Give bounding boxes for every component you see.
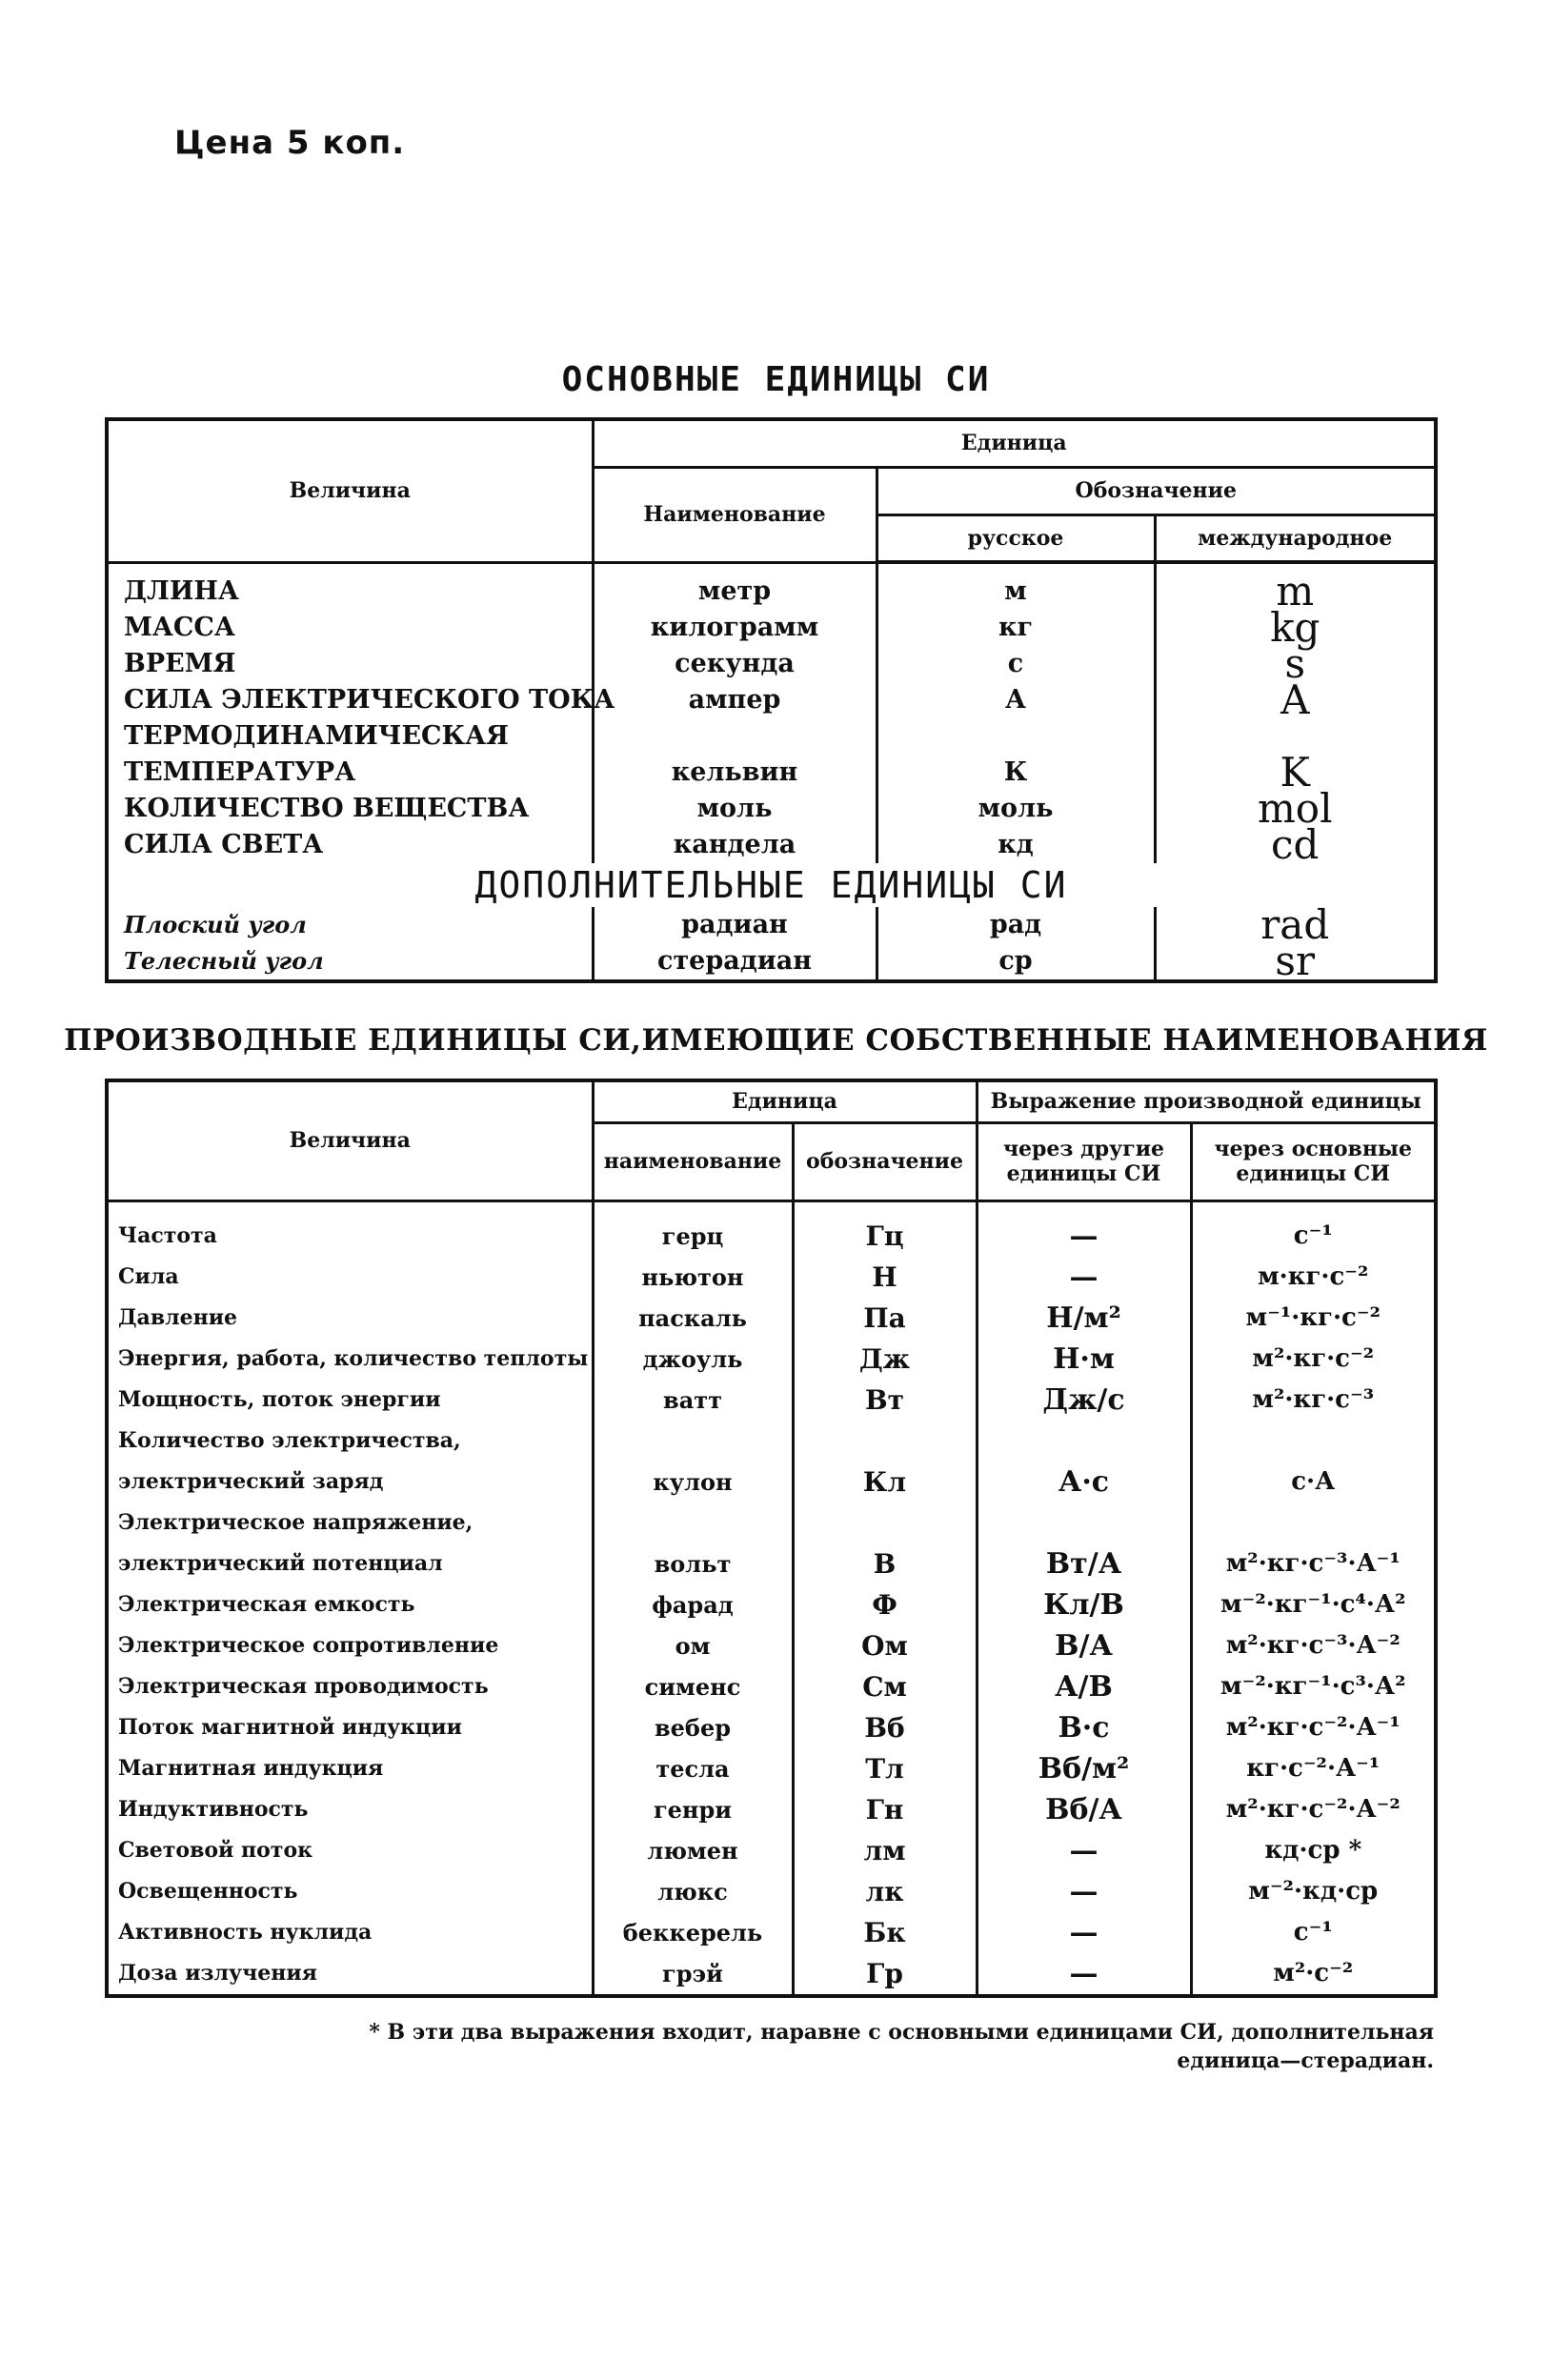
via-other-units-cell: А·с xyxy=(977,1462,1191,1503)
unit-name-cell: ньютон xyxy=(593,1257,793,1298)
via-base-units-cell: м²·кг·с⁻² xyxy=(1252,1343,1375,1373)
derived-title: ПРОИЗВОДНЫЕ ЕДИНИЦЫ СИ,ИМЕЮЩИЕ СОБСТВЕННЫЕ НАИМЕНОВАНИЯ xyxy=(64,1023,1488,1058)
unit-symbol-cell: Кл xyxy=(793,1462,977,1503)
footnote-line-1: * В эти два выражения входит, наравне с основными единицами СИ, дополнительная xyxy=(369,2020,1434,2045)
via-base-units-cell: м⁻¹·кг·с⁻² xyxy=(1245,1302,1381,1332)
quantity-cell: Поток магнитной индукции xyxy=(107,1707,593,1748)
via-other-units-cell: — xyxy=(977,1830,1191,1871)
table-row xyxy=(107,1707,1436,1748)
via-base-units-cell: м²·кг·с⁻²·А⁻² xyxy=(1225,1794,1401,1824)
via-base-units-cell: м²·кг·с⁻³·А⁻² xyxy=(1225,1630,1401,1660)
table-row xyxy=(107,1503,1436,1543)
russian-symbol-cell: с xyxy=(877,646,1155,682)
price-label: Цена 5 коп. xyxy=(174,124,406,162)
quantity-cell: Электрическая емкость xyxy=(107,1584,593,1625)
unit-name-cell: ампер xyxy=(593,682,877,718)
unit-name-cell: вебер xyxy=(593,1707,793,1748)
table-row xyxy=(107,1200,1436,1257)
table-row xyxy=(107,646,1436,682)
table-row xyxy=(107,562,1436,610)
via-other-units-cell: Н/м² xyxy=(977,1298,1191,1339)
international-symbol-cell: rad xyxy=(1260,901,1330,948)
unit-name-cell: грэй xyxy=(593,1953,793,1996)
quantity-cell: Давление xyxy=(107,1298,593,1339)
international-symbol-cell: A xyxy=(1280,676,1310,723)
via-other-units-cell: Кл/В xyxy=(977,1584,1191,1625)
via-base-units-cell: кг·с⁻²·А⁻¹ xyxy=(1246,1753,1381,1783)
quantity-cell: Плоский угол xyxy=(107,907,593,943)
via-other-units-cell: — xyxy=(977,1953,1191,1996)
unit-name-cell: моль xyxy=(593,791,877,827)
via-other-units-cell xyxy=(977,1421,1191,1462)
unit-name-cell: кулон xyxy=(593,1462,793,1503)
header-unit: Единица xyxy=(593,1080,977,1122)
quantity-cell: Электрическое напряжение, xyxy=(107,1503,593,1543)
quantity-cell: Магнитная индукция xyxy=(107,1748,593,1789)
table-row xyxy=(107,610,1436,646)
unit-name-cell: паскаль xyxy=(593,1298,793,1339)
international-symbol-cell: m xyxy=(1276,568,1315,615)
via-base-units-cell xyxy=(1191,1421,1436,1462)
unit-name-cell: метр xyxy=(593,562,877,610)
table-row xyxy=(107,1625,1436,1666)
unit-symbol-cell: Тл xyxy=(793,1748,977,1789)
unit-symbol-cell: Ф xyxy=(793,1584,977,1625)
header-international: международное xyxy=(1155,514,1436,562)
quantity-cell: СИЛА ЭЛЕКТРИЧЕСКОГО ТОКА xyxy=(107,682,593,718)
header-quantity: Величина xyxy=(107,1080,593,1200)
unit-name-cell: кандела xyxy=(593,827,877,863)
unit-name-cell: вольт xyxy=(593,1543,793,1584)
quantity-cell: электрический потенциал xyxy=(107,1543,593,1584)
table-row xyxy=(107,682,1436,718)
header-symbol: обозначение xyxy=(793,1122,977,1200)
base-units-table xyxy=(105,417,1438,983)
russian-symbol-cell xyxy=(877,718,1155,755)
quantity-cell: ТЕМПЕРАТУРА xyxy=(107,755,593,791)
quantity-cell: Энергия, работа, количество теплоты xyxy=(107,1339,593,1380)
quantity-cell: ТЕРМОДИНАМИЧЕСКАЯ xyxy=(107,718,593,755)
via-other-units-cell: В·с xyxy=(977,1707,1191,1748)
unit-symbol-cell: лк xyxy=(793,1871,977,1912)
quantity-cell: Сила xyxy=(107,1257,593,1298)
unit-symbol-cell: См xyxy=(793,1666,977,1707)
header-expression: Выражение производной единицы xyxy=(977,1080,1436,1122)
unit-name-cell: джоуль xyxy=(593,1339,793,1380)
via-base-units-cell: с·А xyxy=(1291,1466,1336,1496)
unit-name-cell: ом xyxy=(593,1625,793,1666)
russian-symbol-cell: А xyxy=(877,682,1155,718)
via-base-units-cell: м²·кг·с⁻³·А⁻¹ xyxy=(1225,1548,1401,1578)
table-row xyxy=(107,1584,1436,1625)
unit-name-cell: фарад xyxy=(593,1584,793,1625)
table-row xyxy=(107,1789,1436,1830)
table-row xyxy=(107,827,1436,863)
quantity-cell: электрический заряд xyxy=(107,1462,593,1503)
main-title: ОСНОВНЫЕ ЕДИНИЦЫ СИ xyxy=(561,360,991,399)
international-symbol-cell: mol xyxy=(1257,785,1333,832)
via-other-units-cell: Вб/м² xyxy=(977,1748,1191,1789)
table-row xyxy=(107,755,1436,791)
table-row xyxy=(107,1339,1436,1380)
russian-symbol-cell: К xyxy=(877,755,1155,791)
unit-name-cell: люкс xyxy=(593,1871,793,1912)
footnote-line-2: единица—стерадиан. xyxy=(1177,2048,1434,2073)
via-other-units-cell: — xyxy=(977,1912,1191,1953)
unit-name-cell: секунда xyxy=(593,646,877,682)
footnote xyxy=(369,2018,1434,2075)
via-base-units-cell: кд·ср * xyxy=(1264,1835,1362,1865)
unit-name-cell: стерадиан xyxy=(593,943,877,981)
unit-name-cell: кельвин xyxy=(593,755,877,791)
quantity-cell: ВРЕМЯ xyxy=(107,646,593,682)
via-other-units-cell: А/В xyxy=(977,1666,1191,1707)
table-row xyxy=(107,1298,1436,1339)
via-base-units-cell: м⁻²·кг⁻¹·с⁴·А² xyxy=(1220,1589,1406,1619)
unit-symbol-cell: Вт xyxy=(793,1380,977,1421)
international-symbol-cell: kg xyxy=(1270,604,1320,651)
russian-symbol-cell: кд xyxy=(877,827,1155,863)
table-row xyxy=(107,1543,1436,1584)
via-other-units-cell: — xyxy=(977,1257,1191,1298)
via-base-units-cell: м·кг·с⁻² xyxy=(1258,1261,1369,1291)
table-row xyxy=(107,1871,1436,1912)
unit-symbol-cell xyxy=(793,1421,977,1462)
quantity-cell: Электрическое сопротивление xyxy=(107,1625,593,1666)
russian-symbol-cell: моль xyxy=(877,791,1155,827)
table-row xyxy=(107,1748,1436,1789)
unit-symbol-cell: Вб xyxy=(793,1707,977,1748)
via-base-units-cell: м²·кг·с⁻³ xyxy=(1252,1384,1375,1414)
unit-name-cell xyxy=(593,1421,793,1462)
unit-name-cell: беккерель xyxy=(593,1912,793,1953)
quantity-cell: ДЛИНА xyxy=(107,562,593,610)
via-other-units-cell xyxy=(977,1503,1191,1543)
international-symbol-cell: cd xyxy=(1271,821,1320,868)
unit-symbol-cell: Гц xyxy=(793,1200,977,1257)
unit-name-cell xyxy=(593,718,877,755)
additional-units-title: ДОПОЛНИТЕЛЬНЫЕ ЕДИНИЦЫ СИ xyxy=(474,864,1068,906)
quantity-cell: МАССА xyxy=(107,610,593,646)
unit-symbol-cell: Гн xyxy=(793,1789,977,1830)
unit-name-cell: люмен xyxy=(593,1830,793,1871)
derived-units-table xyxy=(105,1079,1438,1998)
table-row xyxy=(107,1830,1436,1871)
unit-name-cell: герц xyxy=(593,1200,793,1257)
russian-symbol-cell: рад xyxy=(877,907,1155,943)
table-row xyxy=(107,1421,1436,1462)
unit-symbol-cell: Ом xyxy=(793,1625,977,1666)
quantity-cell: Освещенность xyxy=(107,1871,593,1912)
quantity-cell: Активность нуклида xyxy=(107,1912,593,1953)
table-row xyxy=(107,1257,1436,1298)
quantity-cell: Световой поток xyxy=(107,1830,593,1871)
international-symbol-cell: s xyxy=(1284,640,1306,687)
via-other-units-cell: Н·м xyxy=(977,1339,1191,1380)
via-base-units-cell xyxy=(1191,1503,1436,1543)
quantity-cell: Электрическая проводимость xyxy=(107,1666,593,1707)
header-name: Наименование xyxy=(593,467,877,562)
table-row xyxy=(107,1462,1436,1503)
via-other-units-cell: Вт/А xyxy=(977,1543,1191,1584)
via-base-units-cell: м⁻²·кд·ср xyxy=(1248,1876,1379,1906)
unit-name-cell: ватт xyxy=(593,1380,793,1421)
header-russian: русское xyxy=(877,514,1155,562)
header-name: наименование xyxy=(593,1122,793,1200)
via-other-units-cell: В/А xyxy=(977,1625,1191,1666)
table-row xyxy=(107,1666,1436,1707)
russian-symbol-cell: м xyxy=(877,562,1155,610)
russian-symbol-cell: кг xyxy=(877,610,1155,646)
quantity-cell: Индуктивность xyxy=(107,1789,593,1830)
table-row xyxy=(107,718,1436,755)
via-other-units-cell: Дж/с xyxy=(977,1380,1191,1421)
unit-name-cell: тесла xyxy=(593,1748,793,1789)
unit-symbol-cell: Дж xyxy=(793,1339,977,1380)
unit-name-cell: радиан xyxy=(593,907,877,943)
via-other-units-cell: Вб/А xyxy=(977,1789,1191,1830)
quantity-cell: Телесный угол xyxy=(107,943,593,981)
international-symbol-cell: K xyxy=(1280,749,1310,796)
unit-symbol-cell: Н xyxy=(793,1257,977,1298)
unit-symbol-cell: Бк xyxy=(793,1912,977,1953)
table-row xyxy=(107,1380,1436,1421)
via-base-units-cell: м⁻²·кг⁻¹·с³·А² xyxy=(1220,1671,1406,1701)
unit-name-cell: генри xyxy=(593,1789,793,1830)
russian-symbol-cell: ср xyxy=(877,943,1155,981)
unit-name-cell: килограмм xyxy=(593,610,877,646)
unit-symbol-cell xyxy=(793,1503,977,1543)
header-symbol: Обозначение xyxy=(877,467,1436,514)
header-via-other: через другие единицы СИ xyxy=(977,1122,1191,1200)
table-row xyxy=(107,1912,1436,1953)
via-base-units-cell: с⁻¹ xyxy=(1293,1917,1333,1946)
header-unit: Единица xyxy=(593,419,1436,467)
quantity-cell: Мощность, поток энергии xyxy=(107,1380,593,1421)
additional-units-title-row xyxy=(107,863,1436,907)
table-row xyxy=(107,943,1436,981)
quantity-cell: Количество электричества, xyxy=(107,1421,593,1462)
table-row xyxy=(107,1953,1436,1996)
unit-symbol-cell: Гр xyxy=(793,1953,977,1996)
via-other-units-cell: — xyxy=(977,1871,1191,1912)
via-base-units-cell: м²·с⁻² xyxy=(1273,1958,1354,1987)
via-other-units-cell: — xyxy=(977,1200,1191,1257)
quantity-cell: КОЛИЧЕСТВО ВЕЩЕСТВА xyxy=(107,791,593,827)
unit-name-cell: сименс xyxy=(593,1666,793,1707)
header-quantity: Величина xyxy=(107,419,593,562)
unit-name-cell xyxy=(593,1503,793,1543)
unit-symbol-cell: Па xyxy=(793,1298,977,1339)
quantity-cell: Частота xyxy=(107,1200,593,1257)
quantity-cell: СИЛА СВЕТА xyxy=(107,827,593,863)
table-row xyxy=(107,791,1436,827)
unit-symbol-cell: В xyxy=(793,1543,977,1584)
international-symbol-cell: sr xyxy=(1275,938,1316,984)
unit-symbol-cell: лм xyxy=(793,1830,977,1871)
header-via-base: через основные единицы СИ xyxy=(1191,1122,1436,1200)
via-base-units-cell: м²·кг·с⁻²·А⁻¹ xyxy=(1225,1712,1401,1742)
table-row xyxy=(107,907,1436,943)
quantity-cell: Доза излучения xyxy=(107,1953,593,1996)
via-base-units-cell: с⁻¹ xyxy=(1293,1220,1333,1250)
